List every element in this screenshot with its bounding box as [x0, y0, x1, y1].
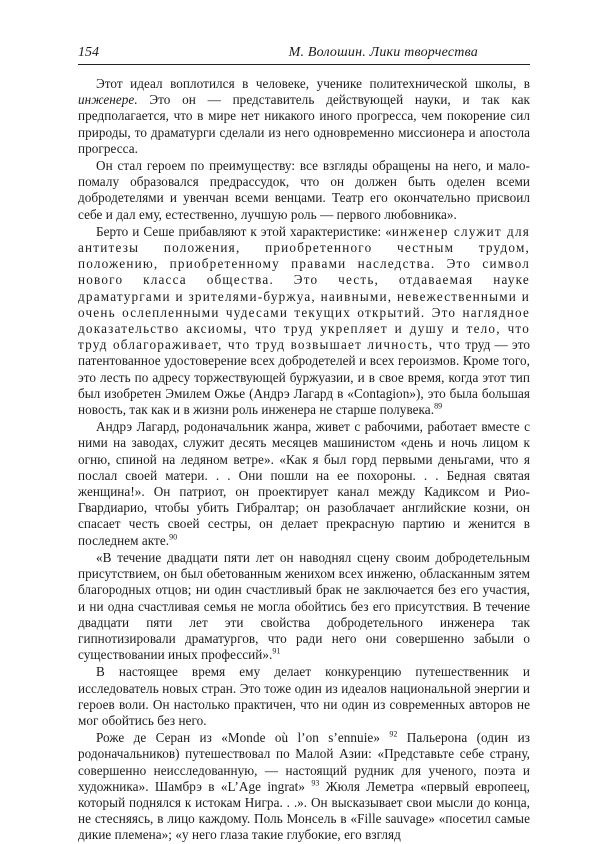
book-title: М. Волошин. Лики творчества: [288, 45, 478, 60]
text-segment: труд — это патентованное удостоверение всех добродетелей и всех героизмов. Кроме того, это лесть по адресу торжествующей буржуазии, и в свое время, когда этот тип был изобретен Эмилем Ожье (Андрэ Лагард в «Contagion»), это была большая новость, так как и в жизни роль инженера не старше полувека.: [78, 337, 530, 418]
running-header: [78, 44, 530, 65]
text-segment: Роже де Серан из «Monde où l’on s’ennuie»: [96, 730, 390, 746]
paragraph-p5: [78, 550, 530, 663]
emphasized-text: инженере.: [78, 92, 138, 108]
text-segment: Жюля Леметра «первый европеец, который поднялся к истокам Нигра. . .». Он высказывает свои мысли до конца, не стесняясь, в лицо каждому. Поль Монсель в «Fille sauvage» «посетил самые дикие племена»; «у него глаза такие глубокие, его взгляд: [78, 778, 530, 843]
text-segment: «В течение двадцати пяти лет он наводнял сцену своим добродетельным присутствием, он был обетованным женихом всех инженю, обласканным зятем благородных отцов; ни один счастливый брак не заключается без его участия, и ни одна счастливая семья не могла обойтись без его присутствия. В течение двадцати пяти лет эти свойства добродетельного инженера так гипнотизировали драматургов, что ради него они совершенно забыли о существовании иных профессий».: [78, 549, 530, 663]
text-segment: Он стал героем по преимуществу: все взгляды обращены на него, и мало-помалу образовался предрассудок, что он должен быть оделен всеми добродетелями и увенчан всеми венцами. Театр его окончательно присвоил себе и дал ему, естественно, лучшую роль — первого любовника».: [78, 158, 530, 222]
footnote-marker: 92: [389, 729, 398, 739]
text-segment: Андрэ Лагард, родоначальник жанра, живет с рабочими, работает вместе с ними на заводах, служит десять месяцев машинистом «день и ночь лицом к огню, спиной на ледяном ветре». «Как я был горд первыми деньгами, что я послал своей матери. . . Они пошли на ее похороны. . . Бедная святая женщина!». Он патриот, он проектирует канал между Кадиксом и Рио-Гвардиарио, чтобы убить Гибралтар; он разоблачает английские козни, он спасает честь своей сестры, он делает прекрасную партию и женится в последнем акте.: [78, 419, 530, 548]
text-segment: В настоящее время ему делает конкуренцию путешественник и исследователь новых стран. Это тоже один из идеалов национальной энергии и героев воли. Он настолько практичен, что ни один из современных авторов не мог обойтись без него.: [78, 664, 530, 728]
paragraph-p3: [78, 224, 530, 418]
paragraph-p7: [78, 730, 530, 843]
footnote-marker: 91: [272, 646, 281, 656]
text-segment: Берто и Сеше прибавляют к этой характеристике: «: [96, 223, 392, 239]
text-segment: Пальерона (один из родоначальников) путешествовал по Малой Азии: «Представьте себе страну, совершенно неисследованную, — настоящий рудник для ученого, поэта и художника». Шамбрэ в «L’Age ingrat»: [78, 730, 530, 794]
text-body: [78, 76, 530, 844]
paragraph-p4: [78, 419, 530, 549]
footnote-marker: 90: [169, 532, 178, 542]
footnote-marker: 89: [434, 401, 443, 411]
paragraph-p2: [78, 158, 530, 223]
letter-spaced-text: инженер служит для антитезы положения, приобретенного честным трудом, положению, приобретенному правами наследства. Это символ нового класса общества. Это честь, отдаваемая науке драматургами и зрителями-буржуа, наивными, невежественными и очень ослепленными чудесами текущих открытий. Это наглядное доказательство аксиомы, что труд укрепляет и душу и тело, что труд облагораживает, что труд возвышает личность, что: [78, 223, 530, 353]
page-number: 154: [78, 45, 99, 60]
paragraph-p1: [78, 76, 530, 157]
text-segment: Этот идеал воплотился в человеке, ученике политехнической школы, в: [96, 76, 530, 91]
paragraph-p6: [78, 664, 530, 729]
text-segment: Это он — представитель действующей науки, и так как предполагается, что в мире нет никакого иного прогресса, чем покорение сил природы, то драматурги сделали из него одновременно миссионера и апостола прогресса.: [78, 92, 530, 156]
footnote-marker: 93: [311, 778, 320, 788]
